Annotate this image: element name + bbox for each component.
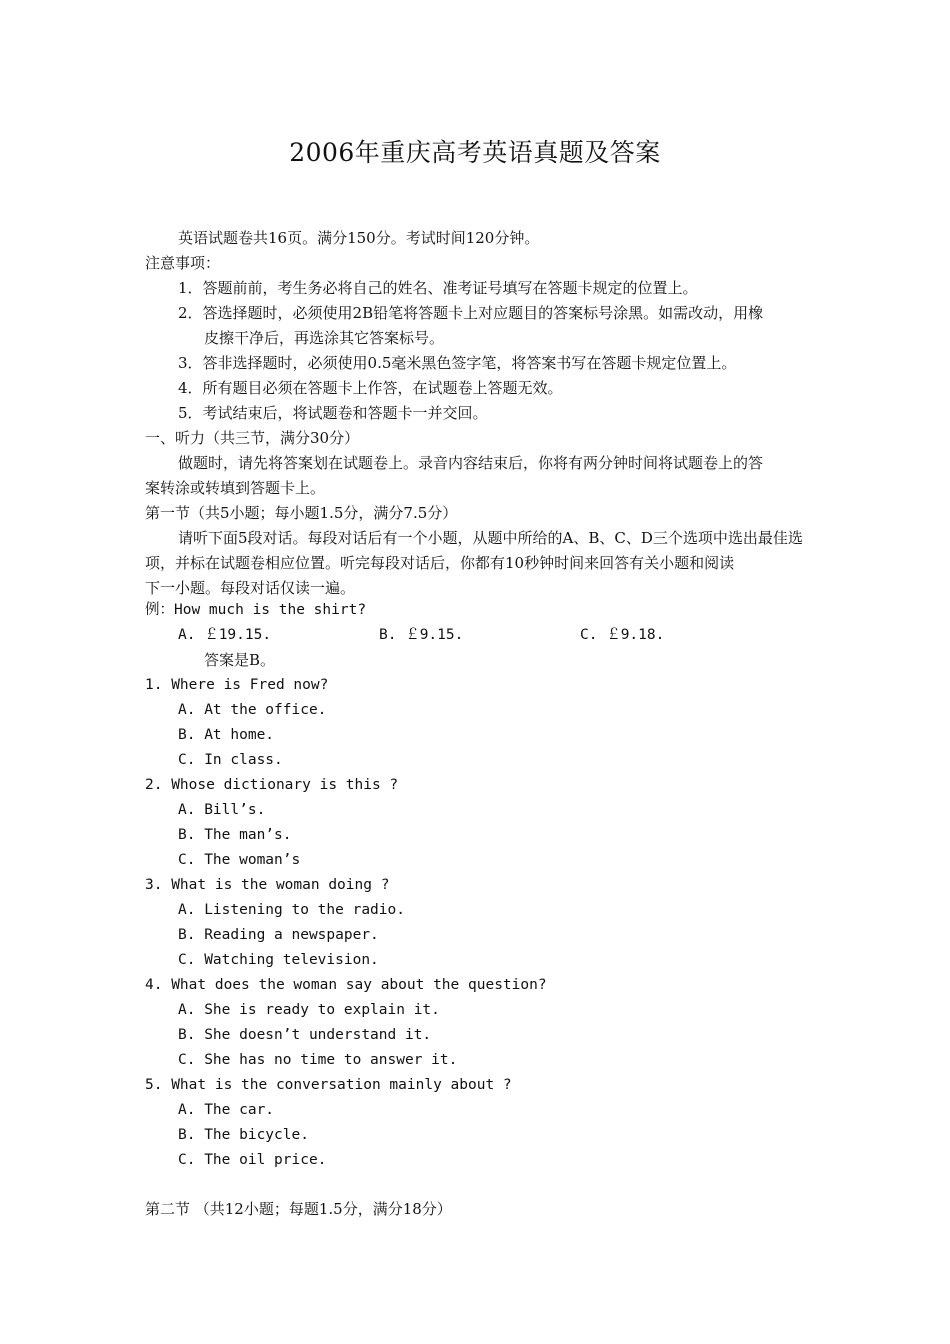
question-2: 2. Whose dictionary is this ? — [145, 777, 399, 793]
part1-instruction: 做题时，请先将答案划在试题卷上。录音内容结束后，你将有两分钟时间将试题卷上的答 — [178, 454, 764, 472]
example-answer: 答案是B。 — [204, 651, 276, 669]
notice-item: 2．答选择题时，必须使用2B铅笔将答题卡上对应题目的答案标号涂黑。如需改动，用橡 — [178, 304, 764, 322]
example-question: 例：How much is the shirt? — [145, 602, 367, 618]
section1-heading: 第一节（共5小题；每小题1.5分，满分7.5分） — [145, 504, 458, 522]
question-option: A. The car. — [178, 1102, 275, 1118]
question-option: A. Bill’s. — [178, 802, 266, 818]
question-1: 1. Where is Fred now? — [145, 677, 329, 693]
notice-item: 3．答非选择题时，必须使用0.5毫米黑色签字笔，将答案书写在答题卡规定位置上。 — [178, 354, 737, 372]
question-option: B. At home. — [178, 727, 275, 743]
example-option-c: C. ￡9.18. — [580, 627, 665, 643]
question-option: C. The woman’s — [178, 852, 301, 868]
question-5: 5. What is the conversation mainly about ? — [145, 1077, 512, 1093]
section1-instruction: 项，并标在试题卷相应位置。听完每段对话后，你都有10秒钟时间来回答有关小题和阅读 — [145, 554, 735, 572]
intro-text: 英语试题卷共16页。满分150分。考试时间120分钟。 — [178, 229, 540, 247]
question-option: A. At the office. — [178, 702, 327, 718]
question-option: C. She has no time to answer it. — [178, 1052, 458, 1068]
example-option-a: A. ￡19.15. — [178, 627, 272, 643]
question-option: B. She doesn’t understand it. — [178, 1027, 432, 1043]
question-option: A. Listening to the radio. — [178, 902, 405, 918]
page-title: 2006年重庆高考英语真题及答案 — [289, 138, 661, 167]
question-option: A. She is ready to explain it. — [178, 1002, 440, 1018]
notice-item: 1．答题前前，考生务必将自己的姓名、准考证号填写在答题卡规定的位置上。 — [178, 279, 698, 297]
part1-instruction: 案转涂或转填到答题卡上。 — [145, 479, 326, 497]
section1-instruction: 下一小题。每段对话仅读一遍。 — [145, 579, 356, 597]
part1-heading: 一、听力（共三节，满分30分） — [145, 429, 360, 447]
notice-heading: 注意事项： — [145, 254, 221, 272]
question-option: B. Reading a newspaper. — [178, 927, 379, 943]
question-option: C. In class. — [178, 752, 283, 768]
notice-item: 5．考试结束后，将试题卷和答题卡一并交回。 — [178, 404, 488, 422]
notice-item: 4．所有题目必须在答题卡上作答，在试题卷上答题无效。 — [178, 379, 563, 397]
question-option: B. The bicycle. — [178, 1127, 309, 1143]
question-option: C. The oil price. — [178, 1152, 327, 1168]
question-3: 3. What is the woman doing ? — [145, 877, 390, 893]
question-option: C. Watching television. — [178, 952, 379, 968]
question-4: 4. What does the woman say about the question? — [145, 977, 547, 993]
question-option: B. The man’s. — [178, 827, 292, 843]
section1-instruction: 请听下面5段对话。每段对话后有一个小题，从题中所给的A、B、C、D三个选项中选出最佳选 — [178, 529, 803, 547]
notice-item-continued: 皮擦干净后，再选涂其它答案标号。 — [204, 329, 445, 347]
example-option-b: B. ￡9.15. — [379, 627, 464, 643]
section2-heading: 第二节 （共12小题；每题1.5分，满分18分） — [145, 1200, 452, 1218]
